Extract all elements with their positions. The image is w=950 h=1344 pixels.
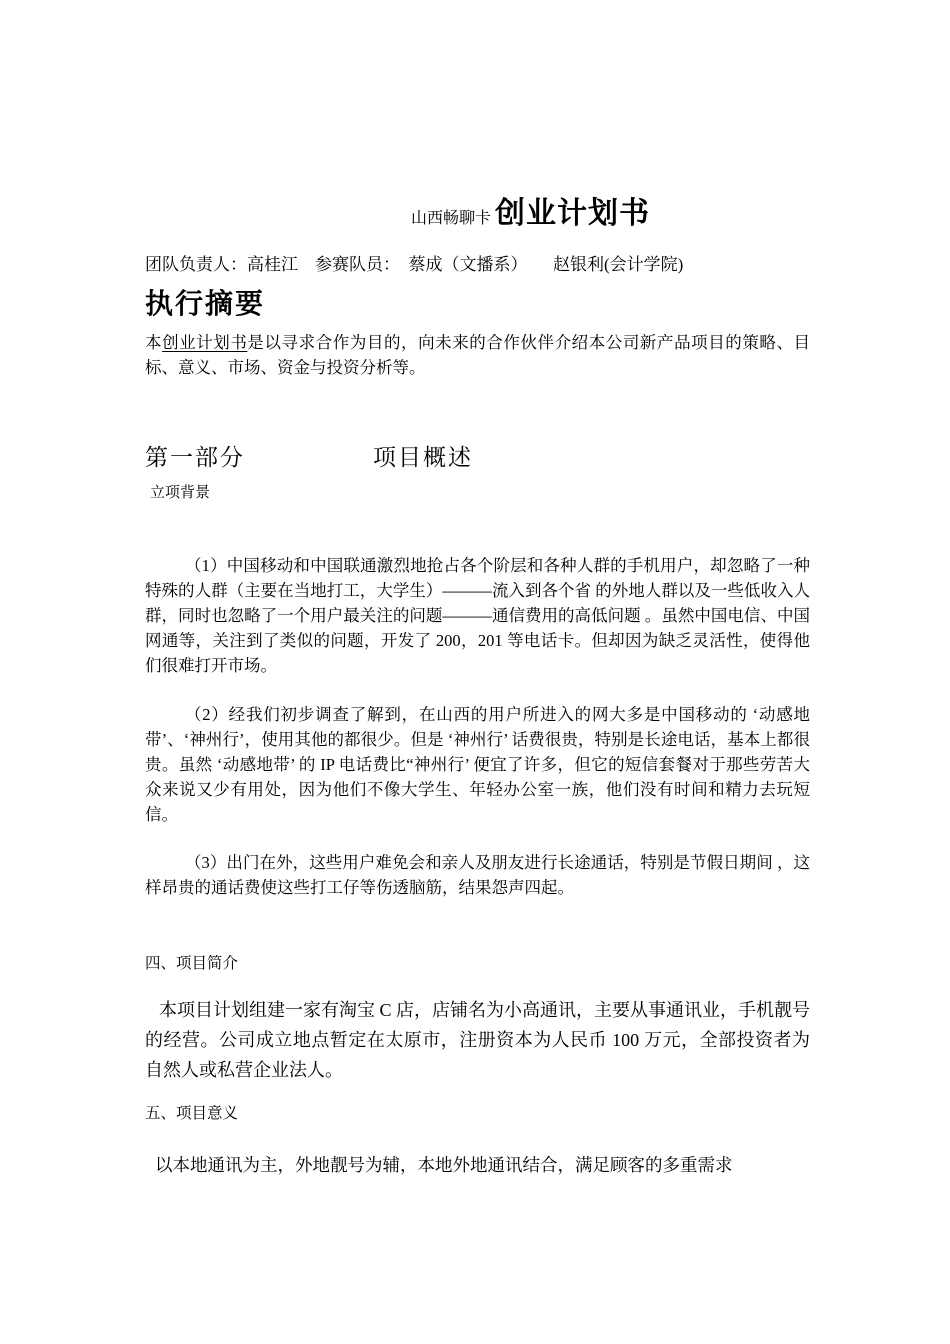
executive-summary-text-rest: 是以寻求合作为目的，向未来的合作伙伴介绍本公司新产品项目的策略、目标、意义、市场、资金与投资分析等。 [145, 333, 811, 377]
part1-subheading: 立项背景 [150, 485, 211, 501]
team-members-line: 团队负责人：高桂江 参赛队员： 蔡成（文播系） 赵银利(会计学院) [145, 255, 684, 274]
background-paragraph-2: （2）经我们初步调查了解到，在山西的用户所进入的网大多是中国移动的 ‘动感地带’、‘神州行’，使用其他的都很少。但是 ‘神州行’ 话费很贵，特别是长途电话，基本上都很贵。虽然 ‘动感地带’ 的 IP 电话费比“神州行’ 便宜了许多，但它的短信套餐对于那些劳苦大众来说又少有用处，因为他们不像大学生、年轻办公室一族，他们没有时间和精力去玩短信。 [145, 705, 810, 824]
executive-summary-text-prefix: 本 [145, 333, 163, 352]
part1-heading [145, 442, 810, 474]
document-title [145, 195, 810, 238]
section-body-project-intro: 本项目计划组建一家有淘宝 C 店，店铺名为小高通讯，主要从事通讯业，手机靓号的经营。公司成立地点暂定在太原市，注册资本为人民币 100 万元，全部投资者为自然人或私营企业法人。 [145, 1000, 811, 1080]
background-paragraph-1: （1）中国移动和中国联通激烈地抢占各个阶层和各种人群的手机用户，却忽略了一种特殊的人群（主要在当地打工，大学生）———流入到各个省 的外地人群以及一些低收入人群，同时也忽略了一个用户最关注的问题———通信费用的高低问题 。虽然中国电信、中国网通等，关注到了类似的问题，开发了 200，201 等电话卡。但却因为缺乏灵活性，使得他们很难打开市场。 [145, 556, 810, 675]
background-paragraph-3: （3）出门在外，这些用户难免会和亲人及朋友进行长途通话，特别是节假日期间 ，这样昂贵的通话费使这些打工仔等伤透脑筋，结果怨声四起。 [145, 853, 810, 897]
part1-label: 第一部分 [145, 445, 245, 470]
section-heading-project-significance: 五、项目意义 [145, 1105, 239, 1122]
section-body-project-significance: 以本地通讯为主，外地靓号为辅，本地外地通讯结合，满足顾客的多重需求 [155, 1155, 733, 1175]
executive-summary-heading: 执行摘要 [145, 289, 266, 320]
executive-summary-paragraph [145, 330, 810, 380]
document-title-main: 创业计划书 [495, 197, 650, 230]
section-heading-project-intro: 四、项目简介 [145, 955, 239, 972]
executive-summary-underlined-term: 创业计划书 [162, 333, 248, 352]
part1-title: 项目概述 [373, 445, 473, 470]
document-title-prefix: 山西畅聊卡 [410, 210, 495, 227]
